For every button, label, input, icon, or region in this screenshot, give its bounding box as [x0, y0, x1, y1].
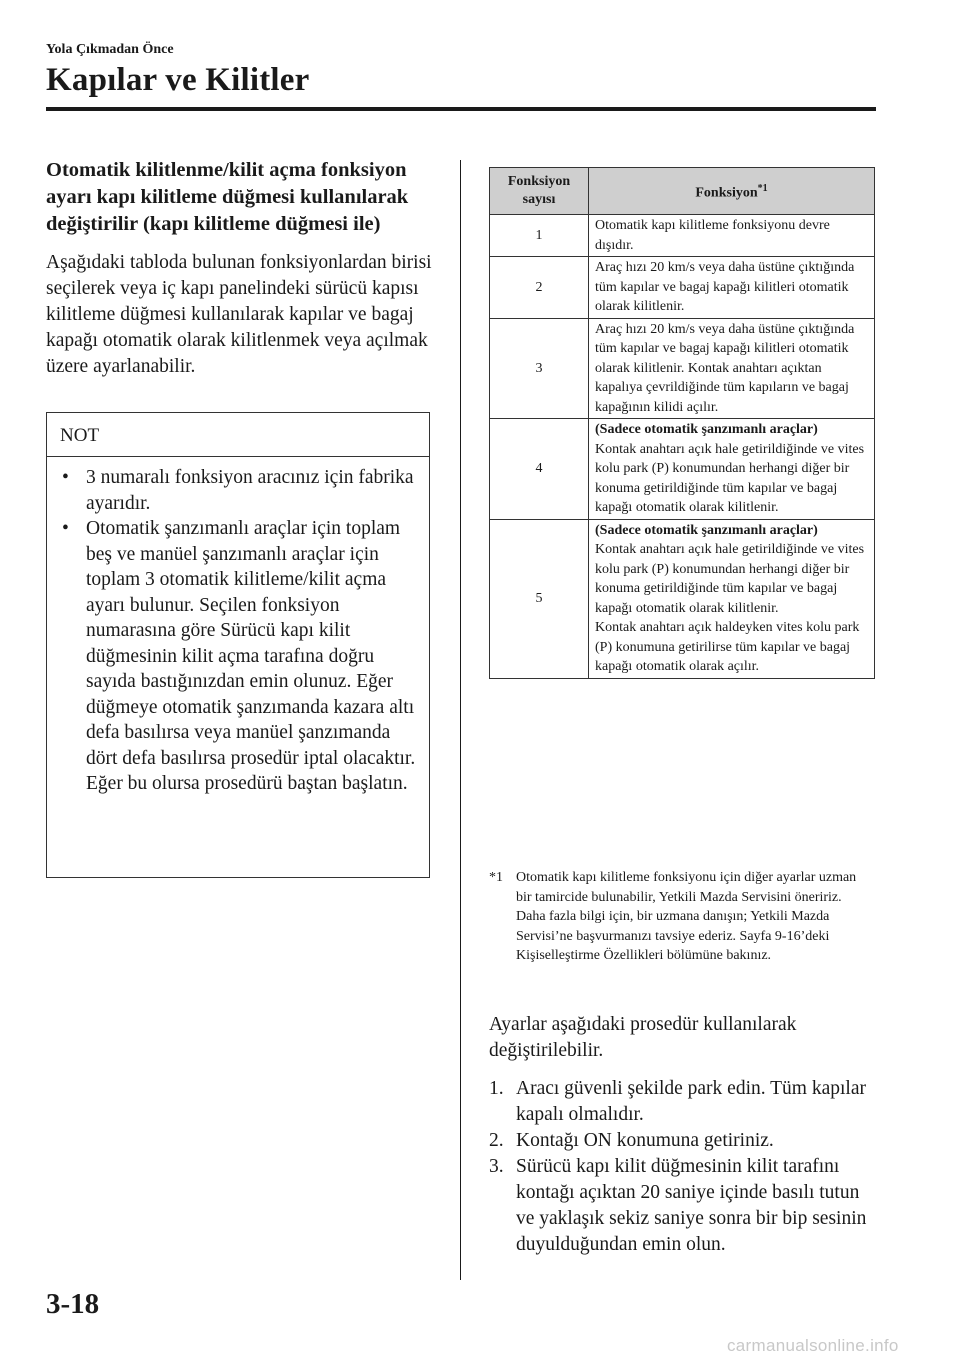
note-item-text: Otomatik şanzımanlı araçlar için toplam beş ve manüel şanzımanlı araçlar için toplam 3 otomatik kilitleme/kilit açma ayarı bulunur. Seçilen fonksiyon numarasına göre Sürücü kapı kilit düğmesinin kilit açma tarafına doğru sayıda bastığınızdan emin olunuz. Eğer düğmeye otomatik şanzımanda kazara altı defa basılırsa veya manüel şanzımanda dört defa basılırsa prosedür iptal olacaktır. Eğer bu olursa prosedürü baştan başlatın. [86, 518, 416, 794]
title-rule [46, 107, 876, 111]
procedure-steps [489, 1076, 879, 1258]
note-item [60, 465, 419, 516]
table-row [490, 419, 875, 520]
page-number: 3-18 [46, 1288, 100, 1320]
table-row [490, 519, 875, 678]
footnote [489, 868, 869, 966]
row-number: 2 [490, 257, 589, 319]
note-list [47, 457, 429, 797]
row-text: Kontak anahtarı açık hale getirildiğinde ve vites kolu park (P) konumundan herhangi diğer bir konuma getirildiğinde tüm kapılar ve bagaj kapağı otomatik olarak kilitlenir. [595, 441, 865, 515]
step-number: 1. [489, 1078, 504, 1099]
procedure-intro: Ayarlar aşağıdaki prosedür kullanılarak değiştirilebilir. [489, 1014, 797, 1061]
note-item [60, 516, 419, 797]
step-number: 2. [489, 1130, 504, 1151]
watermark: carmanualsonline.info [727, 1336, 899, 1355]
note-heading: NOT [47, 413, 429, 457]
intro-paragraph: Aşağıdaki tabloda bulunan fonksiyonlardan birisi seçilerek veya iç kapı panelindeki sürücü kapısı kilitleme düğmesi kullanılarak kapılar ve bagaj kapağı otomatik olarak kilitlenmek veya açılmak üzere ayarlanabilir. [46, 252, 432, 377]
row-number: 1 [490, 215, 589, 257]
left-column [46, 157, 436, 380]
col-header-number: Fonksiyon sayısı [490, 168, 589, 215]
bullet-icon: • [62, 467, 69, 488]
row-number: 3 [490, 318, 589, 419]
row-qualifier: (Sadece otomatik şanzımanlı araçlar) [595, 522, 818, 538]
footnote-text: Otomatik kapı kilitleme fonksiyonu için diğer ayarlar uzman bir tamircide bulunabilir, Yetkili Mazda Servisini öneririz. Daha fazla bilgi için, bir uzmana danışın; Yetkili Mazda Servisi’ne başvurmanızı tavsiye ederiz. Sayfa 9-16’deki Kişiselleştirme Özellikleri bölümüne bakınız. [516, 870, 857, 963]
row-description: Araç hızı 20 km/s veya daha üstüne çıktığında tüm kapılar ve bagaj kapağı kilitleri otomatik olarak kilitlenir. [589, 257, 875, 319]
note-item-text: 3 numaralı fonksiyon aracınız için fabrika ayarıdır. [86, 467, 414, 514]
row-description [589, 419, 875, 520]
row-description [589, 519, 875, 678]
column-divider [460, 160, 461, 1280]
chapter-title: Kapılar ve Kilitler [46, 62, 310, 98]
procedure-step [489, 1076, 879, 1128]
row-description: Otomatik kapı kilitleme fonksiyonu devre dışıdır. [589, 215, 875, 257]
table-row [490, 257, 875, 319]
row-text-extra: Kontak anahtarı açık haldeyken vites kolu park (P) konumuna getirilirse tüm kapılar ve bagaj kapağı otomatik olarak açılır. [595, 620, 860, 674]
col-header-function: Fonksiyon$^{*1}$ [589, 168, 875, 215]
function-table [489, 167, 875, 679]
row-number: 5 [490, 519, 589, 678]
table-header-row [490, 168, 875, 215]
row-text: Kontak anahtarı açık hale getirildiğinde ve vites kolu park (P) konumundan herhangi diğer bir konuma getirildiğinde tüm kapılar ve bagaj kapağı otomatik olarak kilitlenir. [595, 542, 865, 616]
table-row [490, 215, 875, 257]
step-text: Sürücü kapı kilit düğmesinin kilit tarafını kontağı açıktan 20 saniye içinde basılı tutun ve yaklaşık sekiz saniye sonra bir bip sesinin duyulduğundan emin olun. [516, 1156, 867, 1255]
section-heading: Otomatik kilitlenme/kilit açma fonksiyon ayarı kapı kilitleme düğmesi kullanılarak değiştirilir (kapı kilitleme düğmesi ile) [46, 159, 409, 235]
row-description: Araç hızı 20 km/s veya daha üstüne çıktığında tüm kapılar ve bagaj kapağı kilitleri otomatik olarak kilitlenir. Kontak anahtarı açıktan kapalıya çevrildiğinde tüm kapıların ve bagaj kapağının kilidi açılır. [589, 318, 875, 419]
row-qualifier: (Sadece otomatik şanzımanlı araçlar) [595, 422, 818, 437]
row-number: 4 [490, 419, 589, 520]
step-text: Aracı güvenli şekilde park edin. Tüm kapılar kapalı olmalıdır. [516, 1078, 866, 1125]
footnote-mark: *1 [489, 870, 503, 885]
section-label: Yola Çıkmadan Önce [46, 42, 174, 57]
step-number: 3. [489, 1156, 504, 1177]
bullet-icon: • [62, 518, 69, 539]
procedure-step [489, 1128, 879, 1154]
note-box [46, 412, 430, 878]
table-row [490, 318, 875, 419]
procedure-step [489, 1154, 879, 1258]
procedure-section [489, 1012, 879, 1258]
step-text: Kontağı ON konumuna getiriniz. [516, 1130, 774, 1151]
